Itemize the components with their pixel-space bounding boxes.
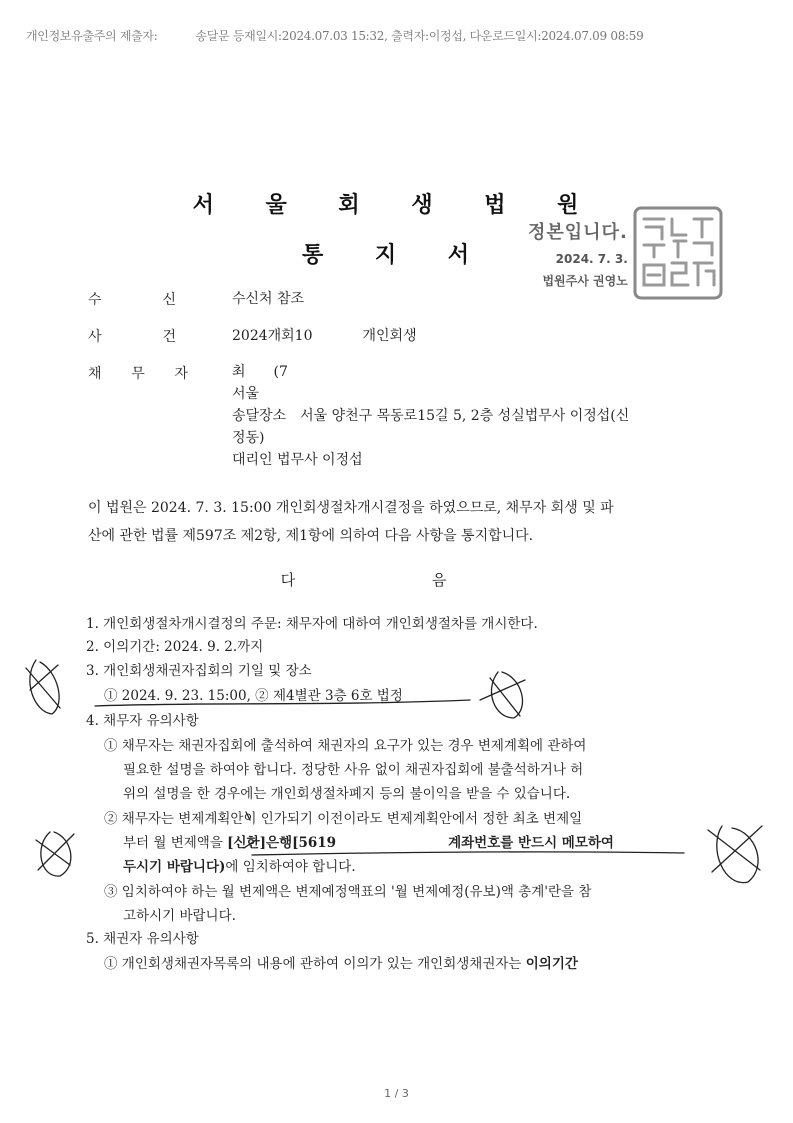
intro-line: 산에 관한 법률 제597조 제2항, 제1항에 의하여 다음 사항을 통지합니다. [88,528,534,544]
star-mark-icon [36,832,74,876]
item-3-detail: ① 2024. 9. 23. 15:00, ② 제4별관 3층 6호 법정 [104,688,403,704]
label-char: 사 [88,329,102,345]
item-2: 2. 이의기간: 2024. 9. 2.까지 [86,639,264,655]
label-char: 수 [88,292,102,308]
debtor-name: 최 (7 [232,364,288,380]
submitter-label: 개인정보유출주의 제출자: [26,29,158,43]
underline-mark [95,700,470,706]
label-char: 신 [162,292,176,308]
pen-mark [244,812,256,848]
case-number: 2024개회10 [232,328,313,344]
item-5: 5. 채권자 유의사항 [86,931,199,947]
label-char: 자 [174,366,188,382]
case-type: 개인회생 [362,328,417,344]
delivery-place-cont: 정동) [232,430,265,446]
agent: 대리인 법무사 이정섭 [232,452,363,468]
item-4-3-line: ③ 임치하여야 하는 월 변제액은 변제예정액표의 '월 변제예정(유보)액 총계'란을 참 [104,884,592,900]
certification-officer: 법원주사 권영노 [542,274,628,288]
account-note-end: 두시기 바랍니다) [123,859,226,875]
item-1: 1. 개인회생절차개시결정의 주문: 채무자에 대하여 개인회생절차를 개시한다. [86,616,538,632]
star-mark-icon [480,672,525,718]
account-note: 계좌번호를 반드시 메모하여 [448,835,614,851]
delivery-place: 송달장소 서울 양천구 목동로15길 5, 2층 성실법무사 이정섭(신 [232,408,630,424]
text-span: 에 임치하여야 합니다. [225,859,356,875]
certification-date: 2024. 7. 3. [555,252,628,266]
item-4-1-line: 필요한 설명을 하여야 합니다. 정당한 사유 없이 채권자집회에 불출석하거나 허 [123,762,584,778]
star-mark-icon [26,660,60,714]
field-recipient-value: 수신처 참조 [232,291,305,307]
certification-label: 정본입니다. [528,222,628,243]
account-info: [신한]은행[5619 [227,835,337,851]
intro-line: 이 법원은 2024. 7. 3. 15:00 개인회생절차개시결정을 하였으므로, 채무자 회생 및 파 [88,500,614,516]
document-title: 통 지 서 [301,243,492,268]
section-heading: 다 음 [280,571,513,589]
item-4-2-line: ② 채무자는 변제계획안이 인가되기 이전이라도 변제계획안에서 정한 최초 변제일 [104,811,583,827]
item-4: 4. 채무자 유의사항 [86,713,199,729]
item-4-1-line: ① 채무자는 채권자집회에 출석하여 채권자의 요구가 있는 경우 변제계획에 관하여 [104,738,587,754]
objection-period: 이의기간 [525,956,578,972]
text-span: ① 개인회생채권자목록의 내용에 관하여 이의가 있는 개인회생채권자는 [104,956,526,972]
star-mark-icon [708,826,762,883]
debtor-address: 서울 [232,386,260,402]
label-char: 무 [131,366,145,382]
underline-mark [252,852,684,855]
label-char: 채 [88,366,102,382]
item-4-1-line: 위의 설명을 한 경우에는 개인회생절차폐지 등의 불이익을 받을 수 있습니다. [123,786,571,802]
label-char: 건 [162,329,176,345]
text-span: 부터 월 변제액을 [123,835,228,851]
page-number: 1 / 3 [384,1087,409,1100]
delivery-info: 송달문 등재일시:2024.07.03 15:32, 출력자:이정섭, 다운로드일시:2024.07.09 08:59 [195,29,644,43]
item-4-3-line: 고하시기 바랍니다. [123,908,236,924]
court-name: 서 울 회 생 법 원 [192,193,601,218]
item-3: 3. 개인회생채권자집회의 기일 및 장소 [86,663,312,679]
